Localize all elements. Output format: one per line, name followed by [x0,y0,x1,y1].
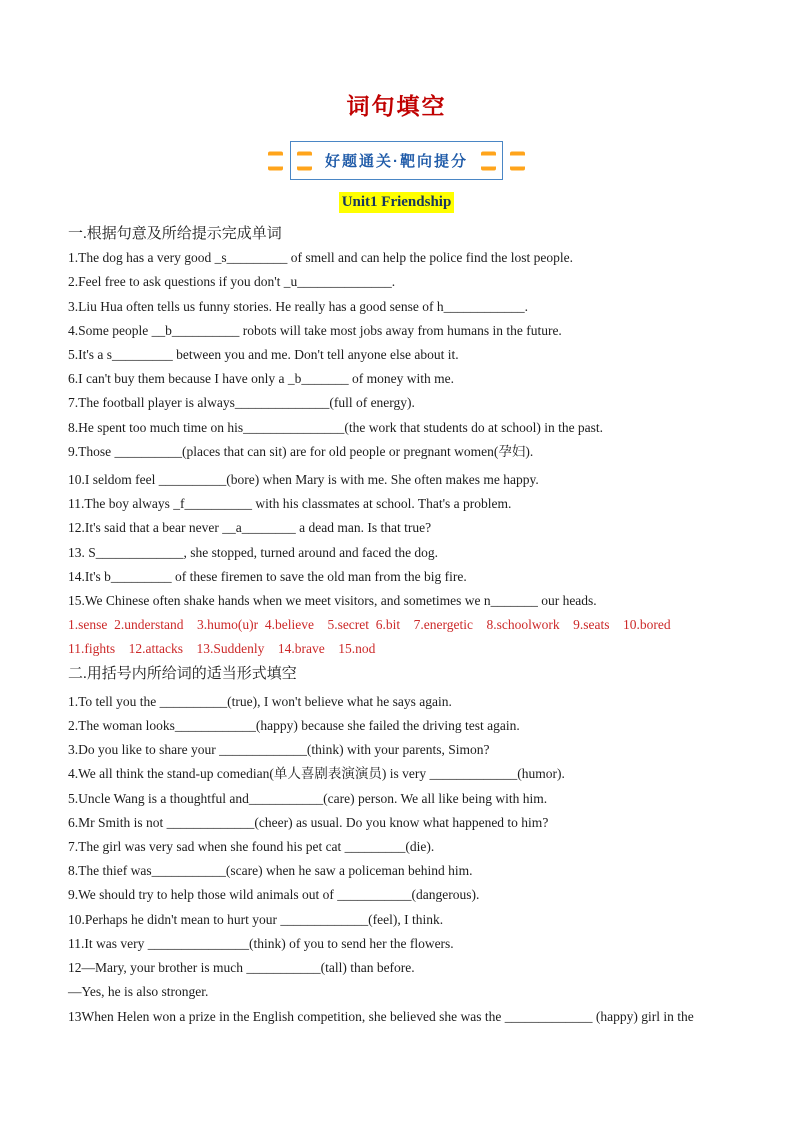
question-line-5: 5.It's a s_________ between you and me. Don't tell anyone else about it. [68,347,459,363]
question-line-8: 8.He spent too much time on his_______________(the work that students do at school) in the past. [68,419,604,435]
question-line-s2-9: 9.We should try to help those wild animals out of ___________(dangerous). [68,887,480,903]
question-line-s2-4: 4.We all think the stand-up comedian(单人喜剧表演演员) is very _____________(humor). [68,766,565,782]
question-line-3: 3.Liu Hua often tells us funny stories. He really has a good sense of h____________. [68,298,529,314]
question-line-s2-13: 13When Helen won a prize in the English competition, she believed she was the _____________ (happy) girl in the [68,1008,694,1024]
question-line-s2-2: 2.The woman looks____________(happy) because she failed the driving test again. [68,718,520,734]
question-line-s2-5: 5.Uncle Wang is a thoughtful and___________(care) person. We all like being with him. [68,790,548,806]
equals-decoration-icon [297,151,312,170]
question-line-11: 11.The boy always _f__________ with his classmates at school. That's a problem. [68,496,512,512]
banner [0,141,793,180]
answer-line-2: 11.fights 12.attacks 13.Suddenly 14.brave 15.nod [68,641,376,657]
answer-line-1: 1.sense 2.understand 3.humo(u)r 4.believe 5.secret 6.bit 7.energetic 8.schoolwork 9.seats 10.bored [68,617,671,633]
question-line-15: 15.We Chinese often shake hands when we meet visitors, and sometimes we n_______ our heads. [68,593,597,609]
banner-box [290,141,503,180]
question-line-s2-12-reply: —Yes, he is also stronger. [68,984,209,1000]
question-line-s2-7: 7.The girl was very sad when she found his pet cat _________(die). [68,839,435,855]
question-line-13: 13. S_____________, she stopped, turned around and faced the dog. [68,544,439,560]
question-line-s2-6: 6.Mr Smith is not _____________(cheer) as usual. Do you know what happened to him? [68,814,549,830]
question-line-s2-12: 12—Mary, your brother is much ___________(tall) than before. [68,960,415,976]
unit-label-row [0,192,793,213]
question-line-7: 7.The football player is always______________(full of energy). [68,395,415,411]
question-line-2: 2.Feel free to ask questions if you don't _u______________. [68,274,396,290]
question-line-s2-10: 10.Perhaps he didn't mean to hurt your _____________(feel), I think. [68,911,444,927]
question-line-s2-11: 11.It was very _______________(think) of you to send her the flowers. [68,935,454,951]
question-line-10: 10.I seldom feel __________(bore) when Mary is with me. She often makes me happy. [68,472,539,488]
section-two-heading: 二.用括号内所给词的适当形式填空 [68,665,297,682]
question-line-12: 12.It's said that a bear never __a________ a dead man. Is that true? [68,520,432,536]
equals-decoration-icon [481,151,496,170]
question-line-1: 1.The dog has a very good _s_________ of smell and can help the police find the lost people. [68,250,574,266]
equals-decoration-icon [510,151,525,170]
question-line-s2-1: 1.To tell you the __________(true), I won't believe what he says again. [68,693,452,709]
equals-decoration-icon [268,151,283,170]
question-line-4: 4.Some people __b__________ robots will take most jobs away from humans in the future. [68,322,562,338]
question-line-s2-8: 8.The thief was___________(scare) when he saw a policeman behind him. [68,863,473,879]
section-one-heading: 一.根据句意及所给提示完成单词 [68,226,282,242]
banner-label: 好题通关·靶向提分 [325,153,468,170]
page-title: 词句填空 [346,94,447,119]
worksheet-content [68,222,778,1029]
unit-label: Unit1 Friendship [339,192,455,213]
question-line-s2-3: 3.Do you like to share your _____________(think) with your parents, Simon? [68,742,490,758]
question-line-14: 14.It's b_________ of these firemen to save the old man from the big fire. [68,568,467,584]
question-line-9: 9.Those __________(places that can sit) are for old people or pregnant women(孕妇). [68,443,534,459]
question-line-6: 6.I can't buy them because I have only a _b_______ of money with me. [68,371,454,387]
